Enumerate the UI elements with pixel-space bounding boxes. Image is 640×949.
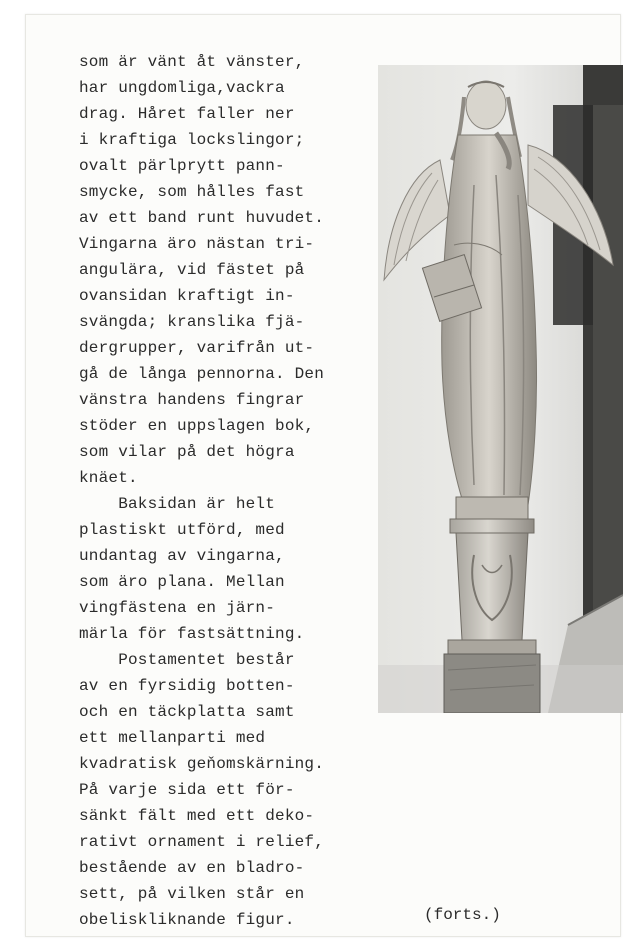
text-line: kvadratisk geňomskärning.: [79, 755, 325, 773]
text-line: knäet.: [79, 469, 138, 487]
text-line: ovansidan kraftigt in-: [79, 287, 295, 305]
text-line: svängda; kranslika fjä-: [79, 313, 305, 331]
text-line: Postamentet består: [79, 651, 295, 669]
text-line: ett mellanparti med: [79, 729, 266, 747]
text-line: dergrupper, varifrån ut-: [79, 339, 315, 357]
text-line: av ett band runt huvudet.: [79, 209, 325, 227]
text-line: Baksidan är helt: [79, 495, 276, 513]
text-line: och en täckplatta samt: [79, 703, 295, 721]
text-line: gå de långa pennorna. Den: [79, 365, 325, 383]
text-line: sett, på vilken står en: [79, 885, 305, 903]
angel-sculpture-photo: [378, 65, 623, 713]
text-line: i kraftiga lockslingor;: [79, 131, 305, 149]
text-line: drag. Håret faller ner: [79, 105, 295, 123]
text-line: av en fyrsidig botten-: [79, 677, 295, 695]
text-line: plastiskt utförd, med: [79, 521, 285, 539]
text-line: stöder en uppslagen bok,: [79, 417, 315, 435]
text-line: som äro plana. Mellan: [79, 573, 285, 591]
continued-note: (forts.): [424, 906, 501, 924]
text-line: bestående av en bladro-: [79, 859, 305, 877]
text-line: sänkt fält med ett deko-: [79, 807, 315, 825]
text-line: undantag av vingarna,: [79, 547, 285, 565]
text-line: vingfästena en järn-: [79, 599, 276, 617]
text-line: ovalt pärlprytt pann-: [79, 157, 285, 175]
document-page: [25, 14, 621, 937]
text-line: som vilar på det högra: [79, 443, 295, 461]
text-line: Vingarna äro nästan tri-: [79, 235, 315, 253]
text-line: På varje sida ett för-: [79, 781, 295, 799]
text-line: obeliskliknande figur.: [79, 911, 295, 929]
text-line: som är vänt åt vänster,: [79, 53, 305, 71]
text-line: vänstra handens fingrar: [79, 391, 305, 409]
text-line: märla för fastsättning.: [79, 625, 305, 643]
typewritten-text: [79, 49, 369, 933]
text-line: angulära, vid fästet på: [79, 261, 305, 279]
text-line: rativt ornament i relief,: [79, 833, 325, 851]
sculpture-illustration: [378, 65, 623, 713]
text-line: har ungdomliga,vackra: [79, 79, 285, 97]
text-line: smycke, som hålles fast: [79, 183, 305, 201]
